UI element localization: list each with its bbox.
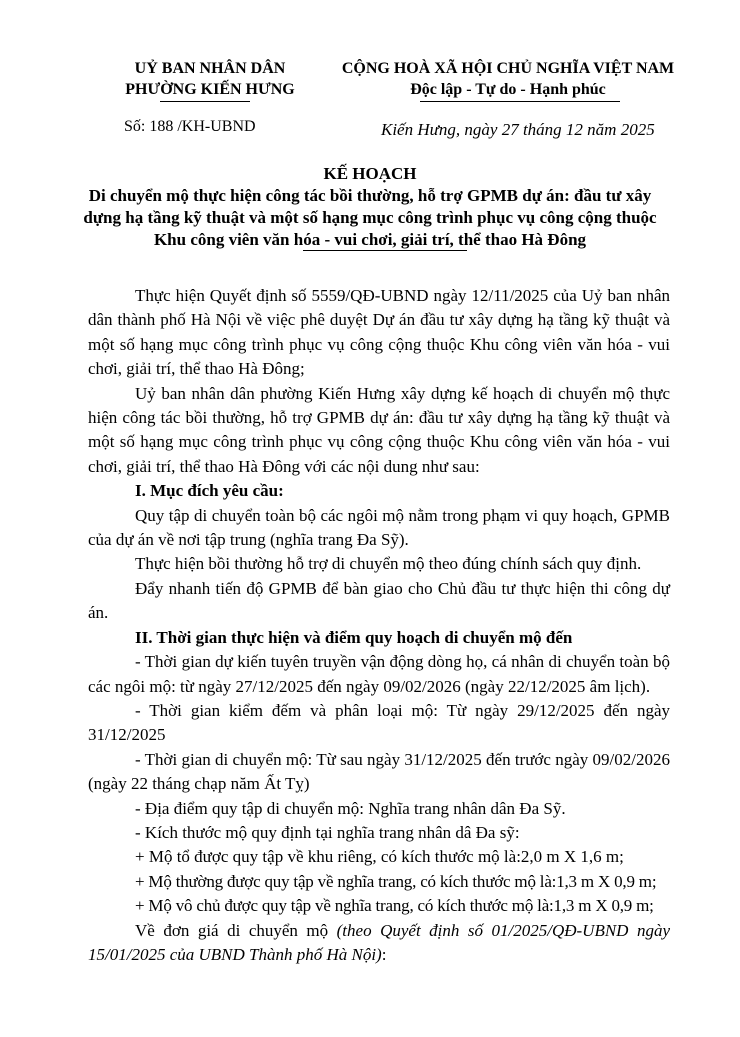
grave-size-unclaimed: + Mộ vô chủ được quy tập về nghĩa trang, có kích thước mộ là:1,3 m X 0,9 m; xyxy=(135,896,654,916)
authority-underline xyxy=(160,101,250,102)
section-1-paragraph-3: Đẩy nhanh tiến độ GPMB để bàn giao cho Chủ đầu tư thực hiện thi công dự án. xyxy=(88,578,670,623)
title-line-2: dựng hạ tầng kỹ thuật và một số hạng mục công trình phục vụ công cộng thuộc xyxy=(83,208,657,227)
issuing-authority xyxy=(105,58,315,100)
section-1-heading: I. Mục đích yêu cầu: xyxy=(135,481,284,501)
section-2-item-3: - Thời gian di chuyển mộ: Từ sau ngày 31/12/2025 đến trước ngày 09/02/2026 (ngày 22 tháng chạp năm Ất Tỵ) xyxy=(88,749,670,794)
unit-price-paragraph xyxy=(88,919,670,968)
document-body xyxy=(88,284,670,967)
title-line-3: Khu công viên văn hóa - vui chơi, giải trí, thể thao Hà Đông xyxy=(153,230,587,249)
section-2-item-5: - Kích thước mộ quy định tại nghĩa trang nhân dâ Đa sỹ: xyxy=(135,822,520,842)
document-title xyxy=(30,163,710,251)
section-2-heading: II. Thời gian thực hiện và điểm quy hoạch di chuyển mộ đến xyxy=(135,627,573,647)
unit-price-suffix: : xyxy=(381,944,387,964)
unit-price-prefix: Về đơn giá di chuyển mộ xyxy=(135,920,337,940)
title-underline xyxy=(303,250,467,251)
section-1-paragraph-2: Thực hiện bồi thường hỗ trợ di chuyển mộ theo đúng chính sách quy định. xyxy=(135,554,642,574)
section-2-item-2: - Thời gian kiểm đếm và phân loại mộ: Từ ngày 29/12/2025 đến ngày 31/12/2025 xyxy=(88,700,670,745)
intro-paragraph-1: Thực hiện Quyết định số 5559/QĐ-UBND ngày 12/11/2025 của Uỷ ban nhân dân thành phố Hà Nội về việc phê duyệt Dự án đầu tư xây dựng hạ tầng kỹ thuật và một số hạng mục công trình phục vụ công cộng thuộc Khu công viên văn hóa - vui chơi, giải trí, thể thao Hà Đông; xyxy=(88,286,670,379)
document-number: Số: 188 /KH-UBND xyxy=(124,118,256,135)
national-motto xyxy=(330,58,686,100)
unit-price-reference: (theo Quyết định số 01/2025/QĐ-UBND ngày 15/01/2025 của UBND Thành phố Hà Nội) xyxy=(88,920,670,964)
motto-underline xyxy=(420,101,620,102)
intro-paragraph-2: Uỷ ban nhân dân phường Kiến Hưng xây dựng kế hoạch di chuyển mộ thực hiện công tác bồi thường, hỗ trợ GPMB dự án: đầu tư xây dựng hạ tầng kỹ thuật và một số hạng mục công trình phục vụ công cộng thuộc Khu công viên văn hóa - vui chơi, giải trí, thể thao Hà Đông với các nội dung như sau: xyxy=(88,383,670,476)
title-heading: KẾ HOẠCH xyxy=(323,164,417,183)
section-1-paragraph-1: Quy tập di chuyển toàn bộ các ngôi mộ nằm trong phạm vi quy hoạch, GPMB của dự án về nơi tập trung (nghĩa trang Đa Sỹ). xyxy=(88,505,670,550)
section-2-item-4: - Địa điểm quy tập di chuyển mộ: Nghĩa trang nhân dân Đa Sỹ. xyxy=(135,798,566,818)
grave-size-ancestral: + Mộ tổ được quy tập về khu riêng, có kích thước mộ là:2,0 m X 1,6 m; xyxy=(135,847,624,867)
motto-line-2: Độc lập - Tự do - Hạnh phúc xyxy=(410,81,606,98)
authority-line-2: PHƯỜNG KIẾN HƯNG xyxy=(125,81,295,98)
authority-line-1: UỶ BAN NHÂN DÂN xyxy=(134,60,286,77)
section-2-item-1: - Thời gian dự kiến tuyên truyền vận động dòng họ, cá nhân di chuyển toàn bộ các ngôi mộ: từ ngày 27/12/2025 đến ngày 09/02/2026 (ngày 22/12/2025 âm lịch). xyxy=(88,652,670,696)
grave-size-regular: + Mộ thường được quy tập về nghĩa trang, có kích thước mộ là:1,3 m X 0,9 m; xyxy=(135,871,657,891)
motto-line-1: CỘNG HOÀ XÃ HỘI CHỦ NGHĨA VIỆT NAM xyxy=(341,60,675,77)
title-line-1: Di chuyển mộ thực hiện công tác bồi thường, hỗ trợ GPMB dự án: đầu tư xây xyxy=(88,186,652,205)
place-and-date: Kiến Hưng, ngày 27 tháng 12 năm 2025 xyxy=(381,120,655,139)
